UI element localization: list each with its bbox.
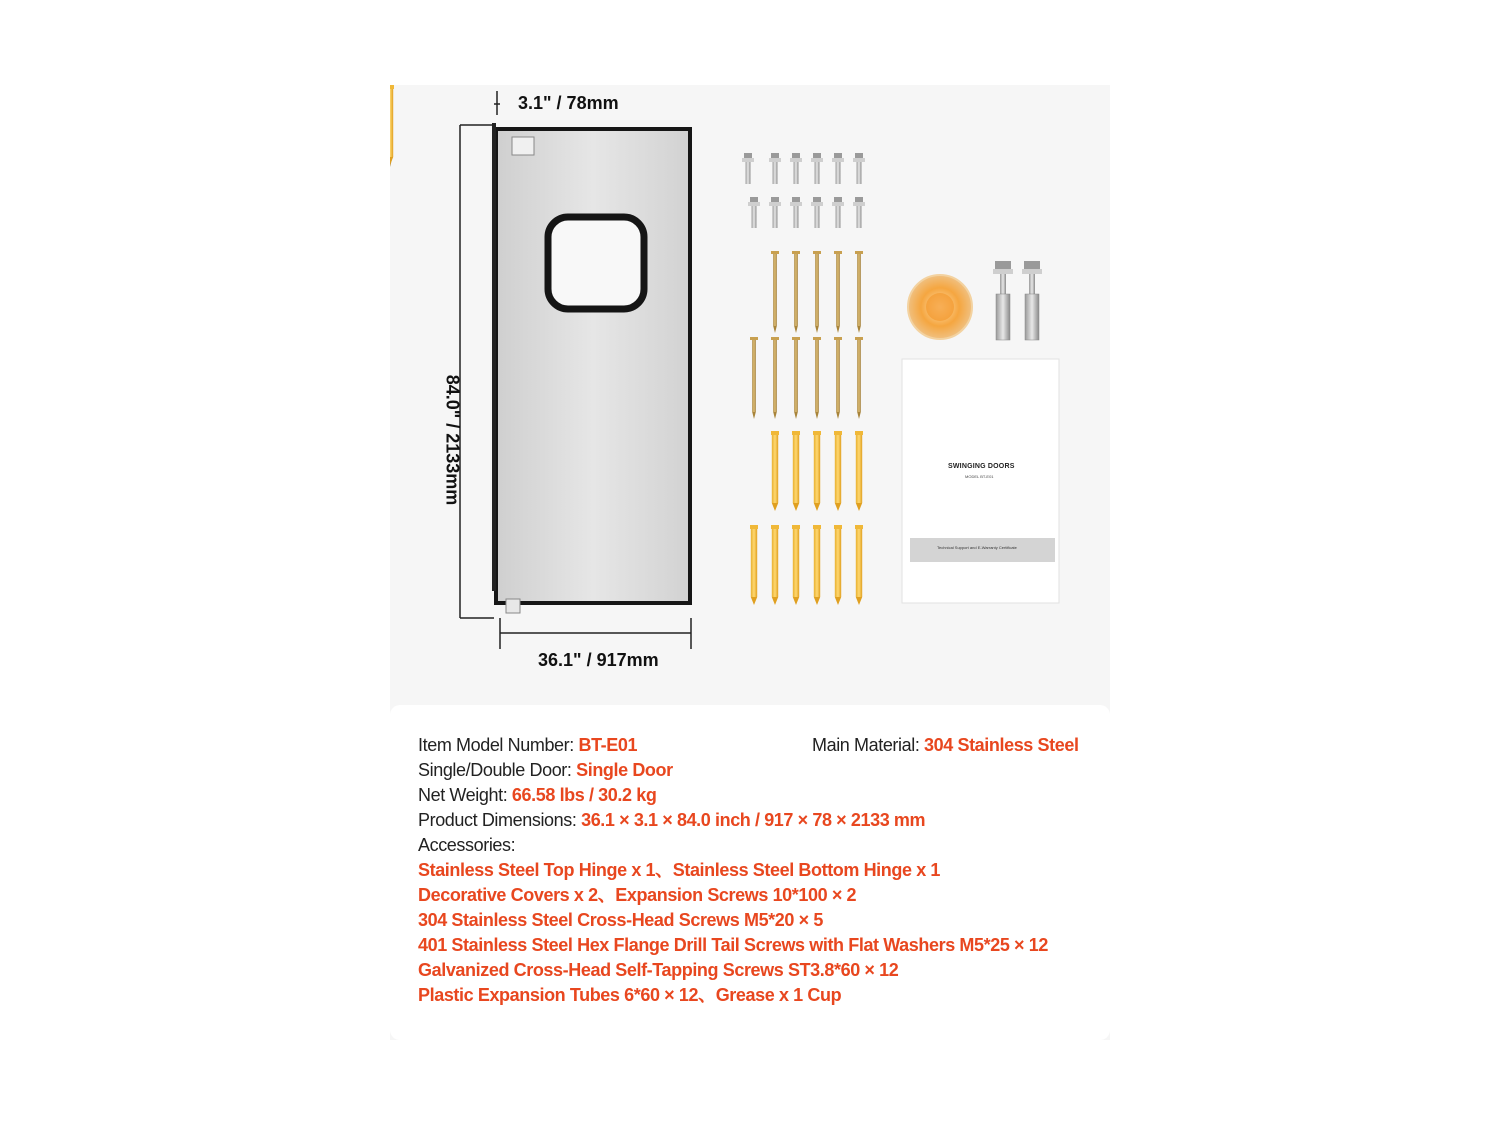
manual-title: SWINGING DOORS [948,463,1015,470]
spec-model-value: BT-E01 [578,735,638,755]
spec-panel [390,705,1110,1040]
height-dimension-label: 84.0" / 2133mm [442,374,463,506]
hex-bolts [742,153,865,228]
product-illustration [390,85,1110,705]
manual-support-text: Technical Support and E-Warranty Certificate [937,545,1017,550]
door [494,123,690,613]
spec-door-label: Single/Double Door: [418,760,577,780]
accessory-line: 304 Stainless Steel Cross-Head Screws M5*20 × 5 [418,910,823,930]
accessory-line: Plastic Expansion Tubes 6*60 × 12、Grease x 1 Cup [418,985,842,1005]
spec-dimensions-value: 36.1 × 3.1 × 84.0 inch / 917 × 78 × 2133 mm [581,810,926,830]
spec-material [812,733,1079,758]
manual-model: MODEL BT-E01 [965,474,994,479]
spec-dimensions-label: Product Dimensions: [418,810,582,830]
spec-model-label: Item Model Number: [418,735,579,755]
spec-weight [418,783,656,808]
spec-weight-label: Net Weight: [418,785,512,805]
accessory-line: 401 Stainless Steel Hex Flange Drill Tail Screws with Flat Washers M5*25 × 12 [418,935,1048,955]
expansion-screws [993,261,1042,340]
manual-booklet [902,359,1059,603]
spec-weight-value: 66.58 lbs / 30.2 kg [511,785,657,805]
spec-door-value: Single Door [576,760,673,780]
spec-accessories-label: Accessories: [418,835,516,855]
accessory-line: Decorative Covers x 2、Expansion Screws 10*100 × 2 [418,885,857,905]
depth-dimension-label: 3.1" / 78mm [518,93,619,113]
width-dimension-label: 36.1" / 917mm [538,650,659,670]
spec-model [418,733,637,758]
product-card [390,85,1110,1040]
product-photo [390,85,1110,705]
grease-cup [908,275,972,339]
spec-door [418,758,673,783]
spec-material-value: 304 Stainless Steel [924,735,1079,755]
spec-dimensions [418,808,925,833]
accessory-line: Galvanized Cross-Head Self-Tapping Screws ST3.8*60 × 12 [418,960,899,980]
spec-material-label: Main Material: [812,735,925,755]
accessory-line: Stainless Steel Top Hinge x 1、Stainless Steel Bottom Hinge x 1 [418,860,941,880]
